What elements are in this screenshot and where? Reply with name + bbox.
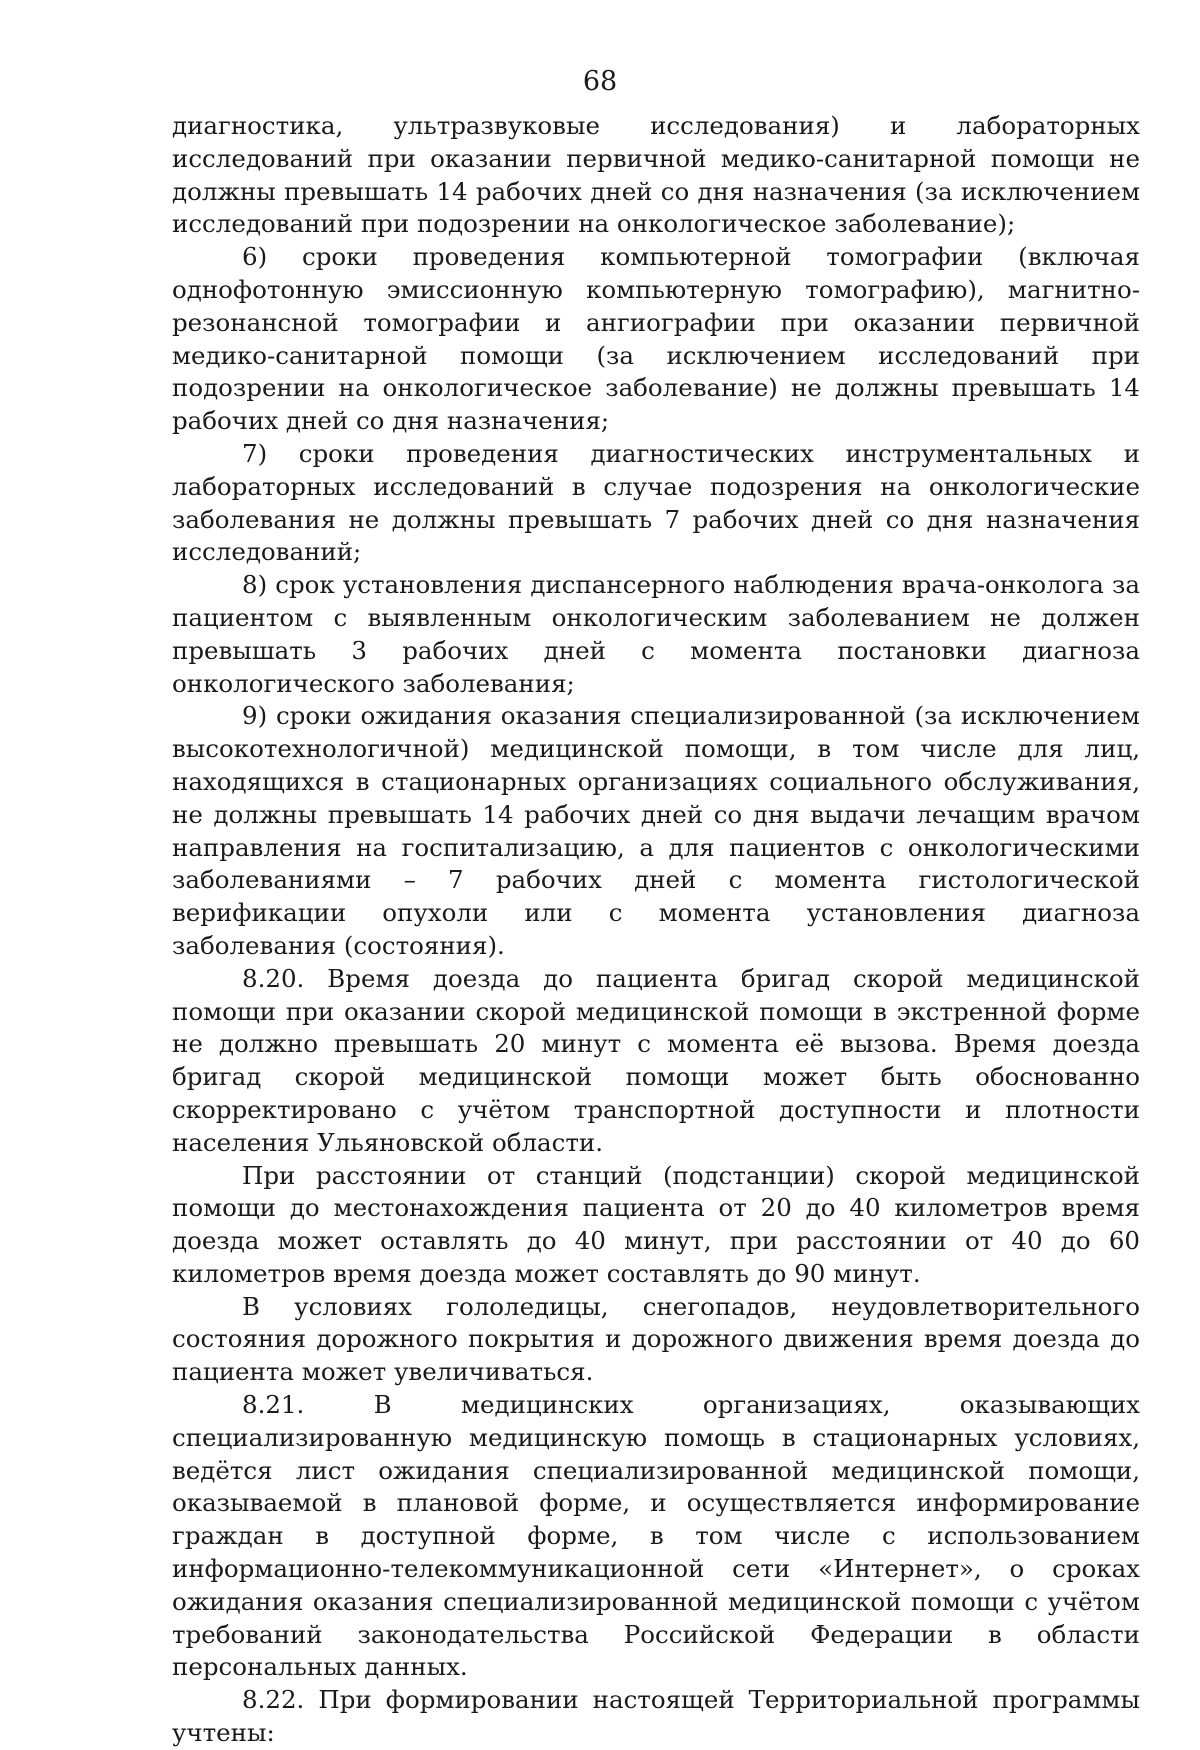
paragraph-item-9: 9) сроки ожидания оказания специализированной (за исключением высокотехнологичной) медицинской помощи, в том числе для лиц, находящихся в стационарных организациях социального обслуживания, не должны превышать 14 рабочих дней со дня выдачи лечащим врачом направления на госпитализацию, а для пациентов с онкологическими заболеваниями – 7 рабочих дней с момента гистологической верификации опухоли или с момента установления диагноза заболевания (состояния). [172, 701, 1140, 960]
paragraph-8-20: 8.20. Время доезда до пациента бригад скорой медицинской помощи при оказании скорой медицинской помощи в экстренной форме не должно превышать 20 минут с момента её вызова. Время доезда бригад скорой медицинской помощи может быть обоснованно скорректировано с учётом транспортной доступности и плотности населения Ульяновской области. [172, 963, 1140, 1157]
paragraph-item-7: 7) сроки проведения диагностических инструментальных и лабораторных исследований в случае подозрения на онкологические заболевания не должны превышать 7 рабочих дней со дня назначения исследований; [172, 438, 1140, 567]
page-number: 68 [582, 66, 618, 97]
paragraph-continuation: диагностика, ультразвуковые исследования) и лабораторных исследований при оказании первичной медико-санитарной помощи не должны превышать 14 рабочих дней со дня назначения (за исключением исследований при подозрении на онкологическое заболевание); [172, 111, 1140, 239]
document-body [172, 110, 1140, 1750]
paragraph-item-6: 6) сроки проведения компьютерной томографии (включая однофотонную эмиссионную компьютерную томографию), магнитно-резонансной томографии и ангиографии при оказании первичной медико-санитарной помощи (за исключением исследований при подозрении на онкологическое заболевание) не должны превышать 14 рабочих дней со дня назначения; [172, 242, 1140, 436]
paragraph-conditions: В условиях гололедицы, снегопадов, неудовлетворительного состояния дорожного покрытия и дорожного движения время доезда до пациента может увеличиваться. [172, 1291, 1140, 1387]
paragraph-8-21: 8.21. В медицинских организациях, оказывающих специализированную медицинскую помощь в стационарных условиях, ведётся лист ожидания специализированной медицинской помощи, оказываемой в плановой форме, и осуществляется информирование граждан в доступной форме, в том числе с использованием информационно-телекоммуникационной сети «Интернет», о сроках ожидания оказания специализированной медицинской помощи с учётом требований законодательства Российской Федерации в области персональных данных. [172, 1390, 1140, 1682]
paragraph-distance: При расстоянии от станций (подстанции) скорой медицинской помощи до местонахождения пациента от 20 до 40 километров время доезда может оставлять до 40 минут, при расстоянии от 40 до 60 километров время доезда может составлять до 90 минут. [172, 1160, 1140, 1288]
paragraph-8-22: 8.22. При формировании настоящей Территориальной программы учтены: [172, 1685, 1140, 1748]
paragraph-item-8: 8) срок установления диспансерного наблюдения врача-онколога за пациентом с выявленным онкологическим заболеванием не должен превышать 3 рабочих дней с момента постановки диагноза онкологического заболевания; [172, 570, 1140, 698]
